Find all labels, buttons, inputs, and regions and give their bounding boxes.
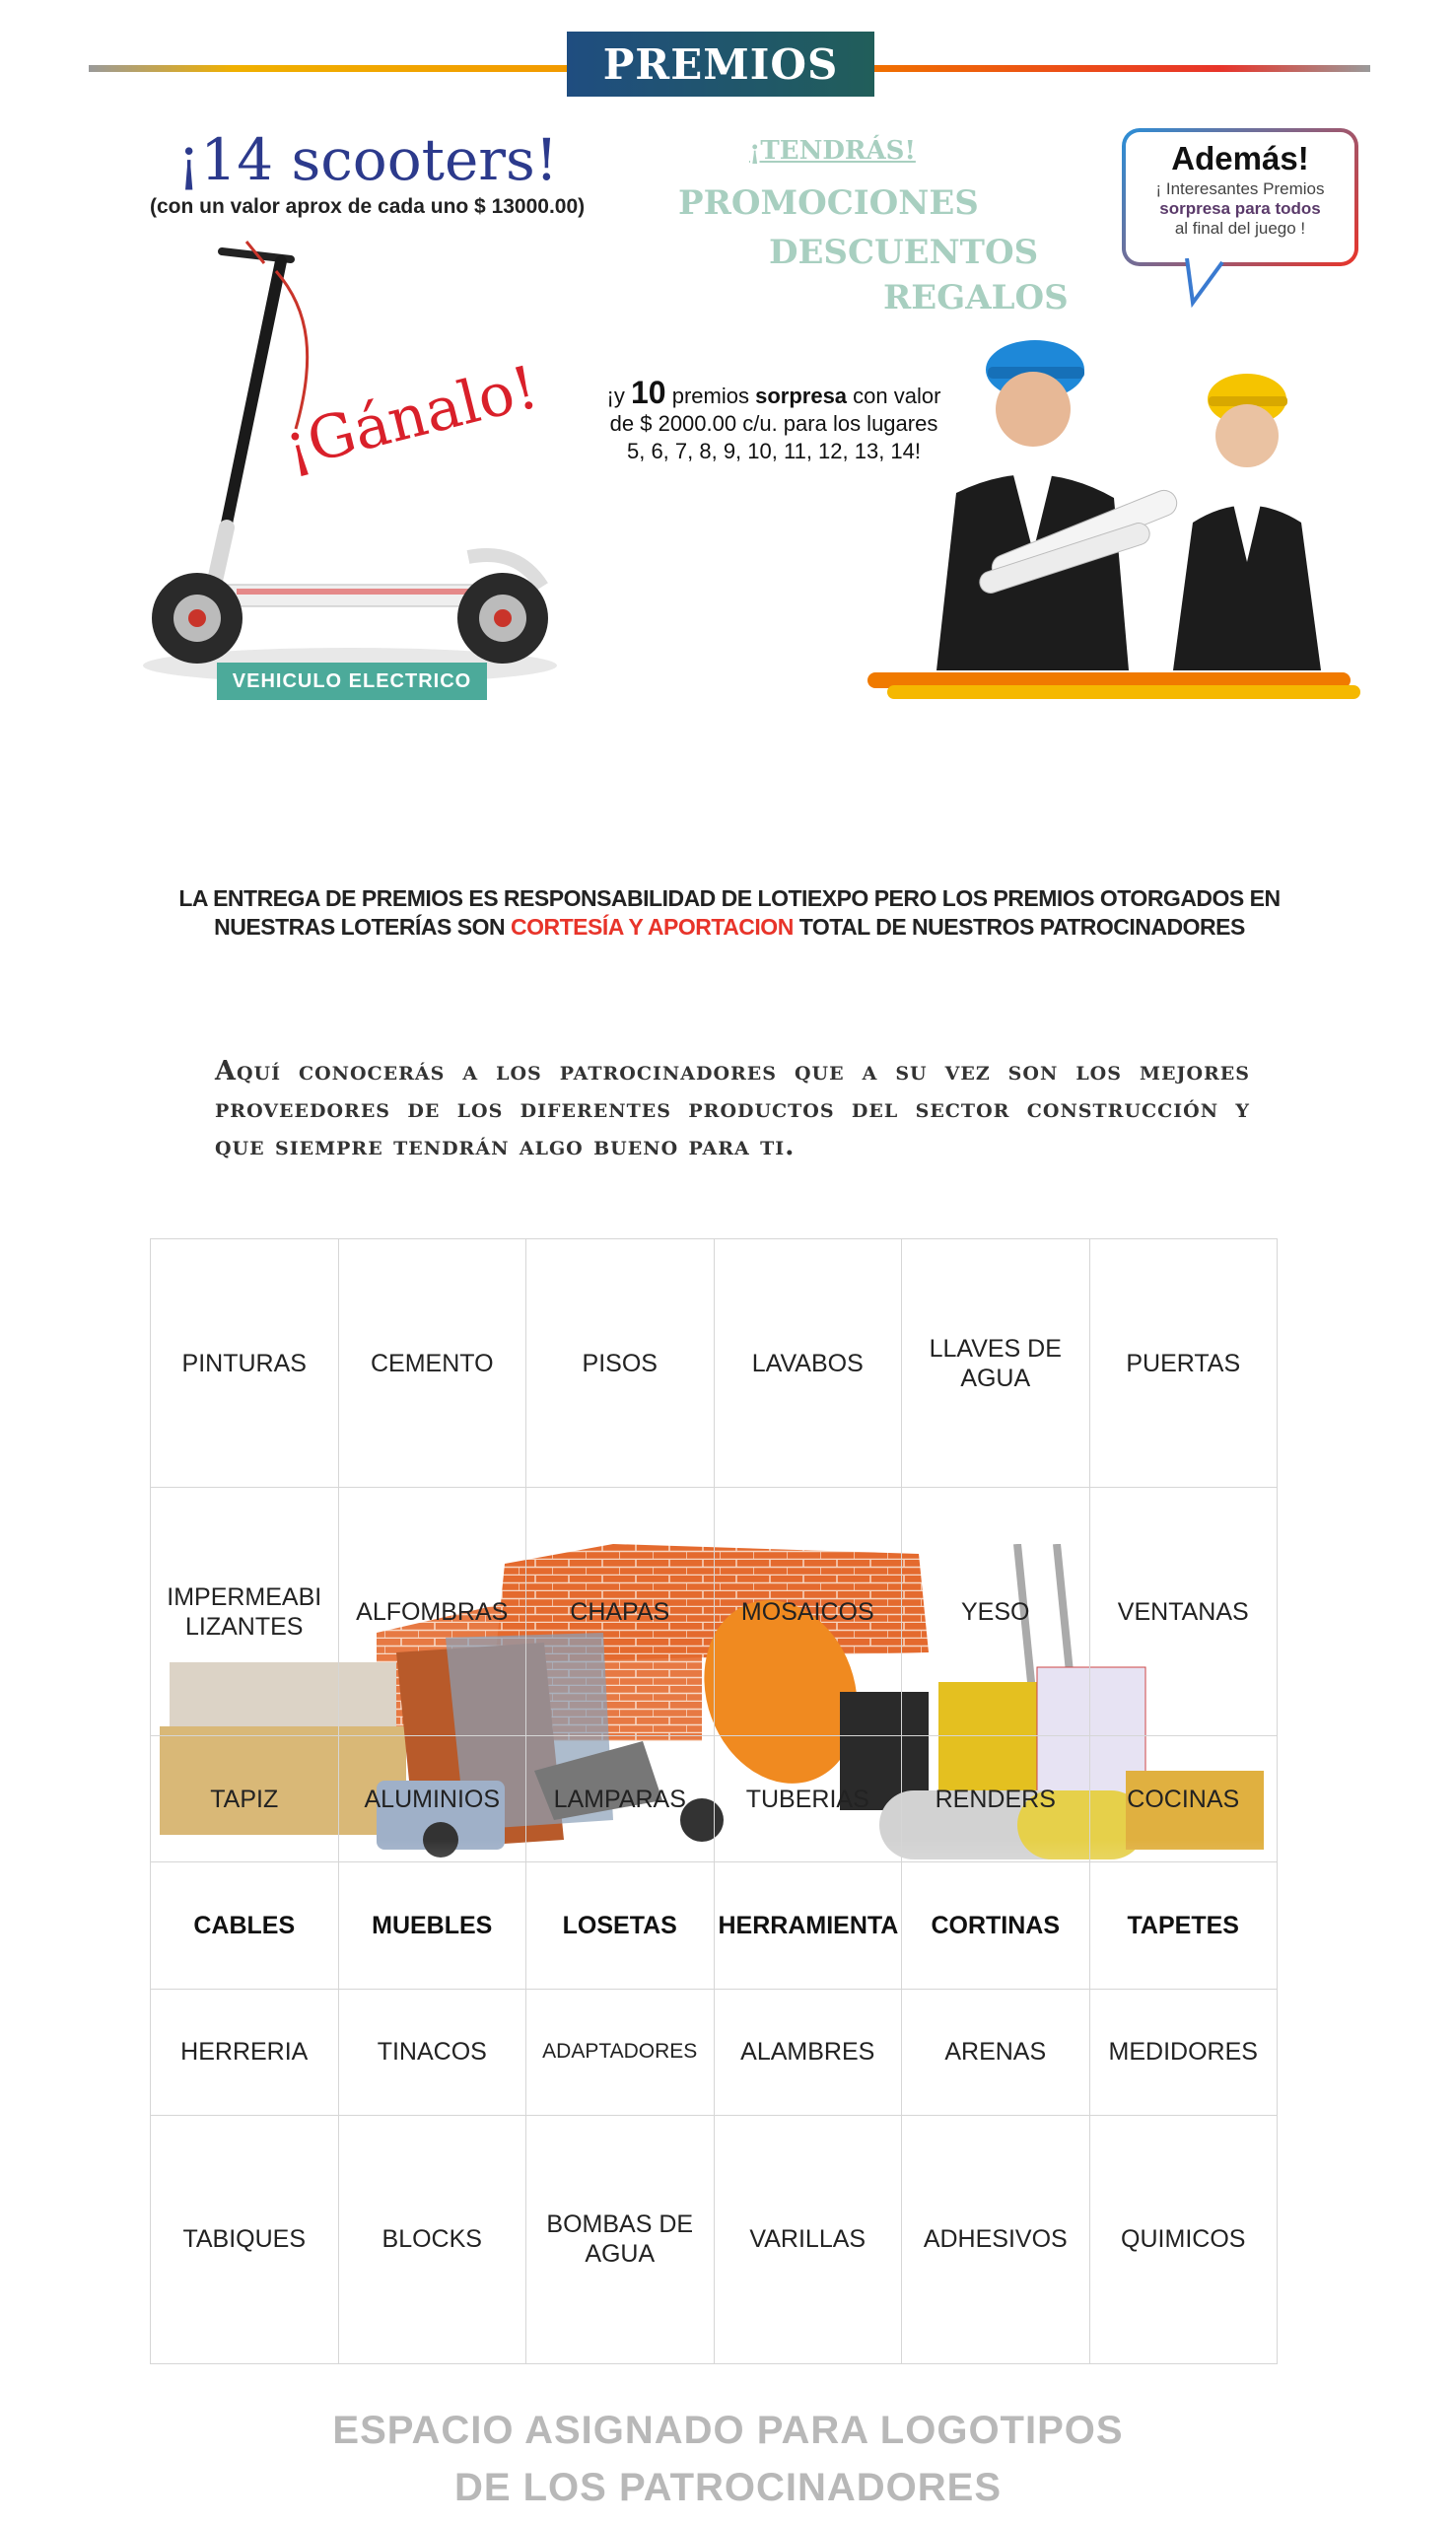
category-cell: TUBERIAS <box>714 1736 902 1862</box>
header-line-right <box>872 65 1370 72</box>
disclaimer-part-1: LA ENTREGA DE PREMIOS ES RESPONSABILIDAD DE LOTIEXPO PERO LOS PREMIOS OTORGADOS EN NUESTRAS LOTERÍAS SON <box>178 885 1281 940</box>
table-row <box>151 1488 1278 1736</box>
tendras-item-regalos: REGALOS <box>883 278 1069 317</box>
category-cell: HERRAMIENTA <box>714 1862 902 1989</box>
category-cell: CORTINAS <box>902 1862 1090 1989</box>
category-cell: ALUMINIOS <box>338 1736 526 1862</box>
tendras-heading: ¡TENDRÁS! <box>749 136 916 166</box>
scooters-title: ¡14 scooters! <box>177 126 559 193</box>
table-row <box>151 1989 1278 2115</box>
category-cell: PISOS <box>526 1239 715 1488</box>
category-cell: ADAPTADORES <box>526 1989 715 2115</box>
category-cell: MOSAICOS <box>714 1488 902 1736</box>
category-cell: VARILLAS <box>714 2115 902 2363</box>
vehicle-badge: VEHICULO ELECTRICO <box>217 663 487 700</box>
category-cell: ALAMBRES <box>714 1989 902 2115</box>
bubble-title: Además! <box>1171 140 1309 176</box>
tendras-item-descuentos: DESCUENTOS <box>769 233 1039 272</box>
table-row <box>151 1736 1278 1862</box>
category-cell: LAMPARAS <box>526 1736 715 1862</box>
disclaimer <box>168 884 1291 942</box>
table-row <box>151 1239 1278 1488</box>
category-cell: TABIQUES <box>151 2115 339 2363</box>
sponsor-logo-space <box>148 2402 1308 2516</box>
category-cell: CEMENTO <box>338 1239 526 1488</box>
prize-bold-word: sorpresa <box>755 384 848 408</box>
sponsors-intro: Aquí conocerás a los patrocinadores que a su vez son los mejores proveedores de los diferentes productos del sector construcción y que siempre tendrán algo bueno para ti. <box>215 1056 1250 1161</box>
category-cell: ALFOMBRAS <box>338 1488 526 1736</box>
header-line-left <box>89 65 572 72</box>
ademas-speech-bubble <box>1122 128 1358 266</box>
category-cell: ARENAS <box>902 1989 1090 2115</box>
category-cell: TAPETES <box>1089 1862 1278 1989</box>
category-cell: MEDIDORES <box>1089 1989 1278 2115</box>
tendras-item-promociones: PROMOCIONES <box>678 183 979 223</box>
table-row <box>151 1862 1278 1989</box>
footer-line-1: ESPACIO ASIGNADO PARA LOGOTIPOS <box>332 2409 1124 2452</box>
bubble-line-3: al final del juego ! <box>1174 219 1306 238</box>
category-cell: TINACOS <box>338 1989 526 2115</box>
category-cell: IMPERMEABI LIZANTES <box>151 1488 339 1736</box>
category-cell: HERRERIA <box>151 1989 339 2115</box>
prize-prefix: ¡y <box>606 384 625 408</box>
category-cell: LLAVES DE AGUA <box>902 1239 1090 1488</box>
category-cell: YESO <box>902 1488 1090 1736</box>
scooters-subtitle: (con un valor aprox de cada uno $ 13000.00) <box>150 195 586 218</box>
disclaimer-highlight: CORTESÍA Y APORTACION <box>510 914 794 940</box>
ganalo-text: ¡Gánalo! <box>277 352 545 482</box>
category-cell: CABLES <box>151 1862 339 1989</box>
category-cell: BOMBAS DE AGUA <box>526 2115 715 2363</box>
category-cell: BLOCKS <box>338 2115 526 2363</box>
category-cell: COCINAS <box>1089 1736 1278 1862</box>
category-cell: TAPIZ <box>151 1736 339 1862</box>
category-cell: PUERTAS <box>1089 1239 1278 1488</box>
bubble-tail-icon <box>1183 258 1232 308</box>
category-cell: LAVABOS <box>714 1239 902 1488</box>
disclaimer-part-2: TOTAL DE NUESTROS PATROCINADORES <box>798 914 1245 940</box>
prize-mid: premios <box>671 384 749 408</box>
table-row <box>151 2115 1278 2363</box>
yellow-accent-bar <box>887 685 1360 699</box>
category-cell: PINTURAS <box>151 1239 339 1488</box>
category-cell: MUEBLES <box>338 1862 526 1989</box>
bubble-line-1: ¡ Interesantes Premios <box>1155 179 1325 198</box>
category-cell: ADHESIVOS <box>902 2115 1090 2363</box>
engineers-illustration <box>867 316 1360 670</box>
category-cell: LOSETAS <box>526 1862 715 1989</box>
categories-table <box>150 1238 1278 2364</box>
category-cell: RENDERS <box>902 1736 1090 1862</box>
bubble-line-2: sorpresa para todos <box>1159 199 1321 218</box>
page-title: PREMIOS <box>567 32 874 97</box>
category-cell: CHAPAS <box>526 1488 715 1736</box>
prize-count: 10 <box>631 375 666 410</box>
categories-grid <box>150 1238 1278 2364</box>
footer-line-2: DE LOS PATROCINADORES <box>453 2466 1003 2509</box>
prize-rest: con valor de $ 2000.00 c/u. para los lugares 5, 6, 7, 8, 9, 10, 11, 12, 13, 14! <box>609 384 941 463</box>
category-cell: VENTANAS <box>1089 1488 1278 1736</box>
category-cell: QUIMICOS <box>1089 2115 1278 2363</box>
